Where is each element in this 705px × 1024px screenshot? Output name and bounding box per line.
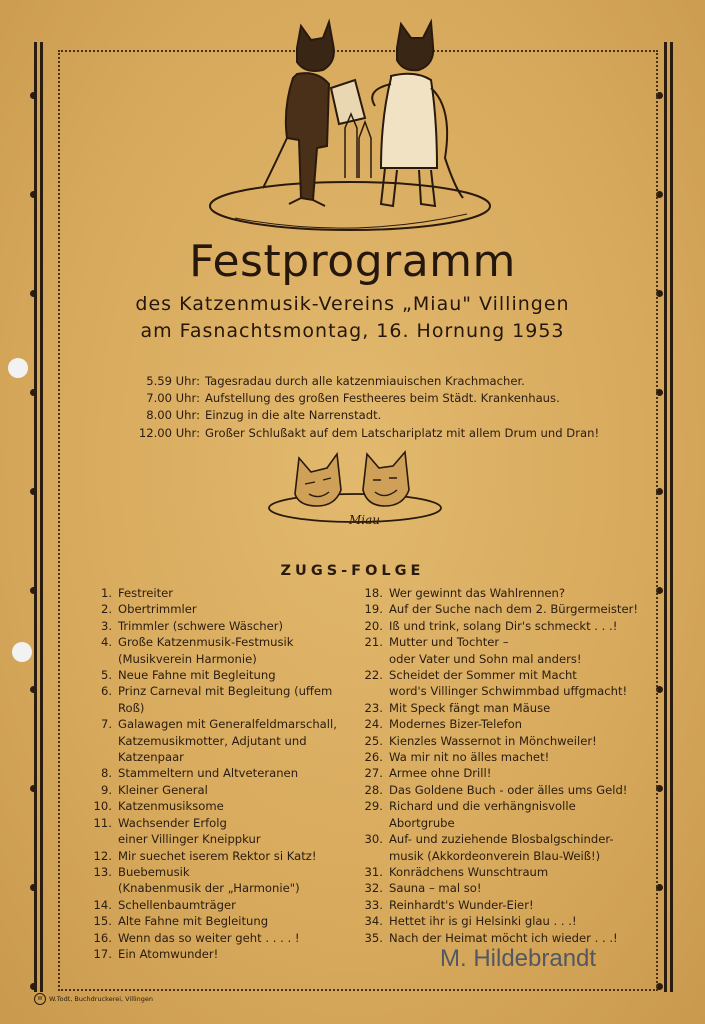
item-text: Alte Fahne mit Begleitung bbox=[118, 914, 269, 929]
item-text: Trimmler (schwere Wäscher) bbox=[118, 618, 284, 633]
list-item bbox=[88, 601, 358, 617]
item-number: 31. bbox=[364, 864, 383, 879]
list-item bbox=[359, 618, 649, 634]
item-text: Mit Speck fängt man Mäuse bbox=[389, 700, 551, 715]
right-border-rail bbox=[660, 42, 674, 992]
item-text: Mutter und Tochter – oder Vater und Sohn mal anders! bbox=[389, 635, 582, 666]
list-item bbox=[359, 634, 649, 667]
schedule-list bbox=[128, 373, 599, 442]
item-text: Kleiner General bbox=[118, 782, 208, 797]
rail-dot bbox=[30, 587, 37, 594]
list-item bbox=[88, 930, 358, 946]
item-number: 15. bbox=[93, 914, 112, 929]
item-number: 27. bbox=[364, 766, 383, 781]
list-item bbox=[88, 848, 358, 864]
item-number: 20. bbox=[364, 618, 383, 633]
item-number: 11. bbox=[93, 815, 112, 830]
watermark: M. Hildebrandt bbox=[440, 945, 597, 972]
list-item bbox=[359, 700, 649, 716]
subtitle-line-2: am Fasnachtsmontag, 16. Hornung 1953 bbox=[140, 320, 565, 342]
item-number: 25. bbox=[364, 733, 383, 748]
item-number: 18. bbox=[364, 586, 383, 600]
item-text: Richard und die verhängnisvolle Abortgrube bbox=[389, 799, 576, 830]
list-item bbox=[88, 782, 358, 798]
item-number: 8. bbox=[100, 766, 112, 781]
rail-line bbox=[40, 42, 43, 992]
two-cats-illustration bbox=[205, 18, 495, 236]
printer-imprint bbox=[34, 993, 153, 1005]
item-number: 23. bbox=[364, 700, 383, 715]
list-item bbox=[359, 667, 649, 700]
item-text: Modernes Bizer-Telefon bbox=[389, 717, 523, 732]
procession-list-left bbox=[88, 585, 358, 962]
schedule-text: Großer Schlußakt auf dem Latschariplatz mit allem Drum und Dran! bbox=[205, 425, 600, 440]
item-text: Wenn das so weiter geht . . . . ! bbox=[118, 930, 300, 945]
schedule-row bbox=[128, 373, 599, 390]
item-number: 33. bbox=[364, 897, 383, 912]
item-text: Mir suechet iserem Rektor si Katz! bbox=[118, 848, 317, 863]
item-text: Sauna – mal so! bbox=[389, 881, 482, 896]
item-text: Nach der Heimat möcht ich wieder . . .! bbox=[389, 930, 618, 945]
list-item bbox=[359, 897, 649, 913]
punch-hole bbox=[12, 642, 32, 662]
list-item bbox=[88, 585, 358, 601]
item-number: 16. bbox=[93, 930, 112, 945]
item-number: 19. bbox=[364, 602, 383, 617]
list-item bbox=[359, 782, 649, 798]
item-number: 35. bbox=[364, 930, 383, 945]
rail-dot bbox=[30, 884, 37, 891]
item-text: Stammeltern und Altveteranen bbox=[118, 766, 299, 781]
left-border-rail bbox=[34, 42, 48, 992]
procession-list-right bbox=[359, 585, 649, 946]
item-text: Reinhardt's Wunder-Eier! bbox=[389, 897, 534, 912]
item-number: 17. bbox=[93, 946, 112, 961]
item-text: Galawagen mit Generalfeldmarschall, Katzemusikmotter, Adjutant und Katzenpaar bbox=[118, 717, 337, 765]
item-text: Schellenbaumträger bbox=[118, 897, 236, 912]
cat-heads-illustration bbox=[265, 450, 445, 530]
list-item bbox=[88, 634, 358, 667]
rail-line bbox=[670, 42, 673, 992]
schedule-text: Tagesradau durch alle katzenmiauischen Krachmacher. bbox=[205, 374, 525, 388]
list-item bbox=[359, 601, 649, 617]
item-number: 32. bbox=[364, 881, 383, 896]
item-number: 29. bbox=[364, 799, 383, 814]
item-text: Hettet ihr is gi Helsinki glau . . .! bbox=[389, 914, 577, 929]
list-item bbox=[88, 683, 358, 716]
schedule-text: Aufstellung des großen Festheeres beim Städt. Krankenhaus. bbox=[205, 391, 560, 406]
list-item bbox=[359, 864, 649, 880]
rail-line bbox=[34, 42, 37, 992]
list-item bbox=[88, 618, 358, 634]
item-number: 28. bbox=[364, 782, 383, 797]
item-number: 1. bbox=[100, 586, 112, 600]
rail-dot bbox=[30, 92, 37, 99]
item-number: 12. bbox=[93, 848, 112, 863]
list-item bbox=[88, 864, 358, 897]
rail-dot bbox=[30, 686, 37, 693]
item-number: 34. bbox=[364, 914, 383, 929]
item-number: 21. bbox=[364, 635, 383, 650]
item-number: 30. bbox=[364, 832, 383, 847]
list-item bbox=[359, 913, 649, 929]
list-item bbox=[88, 798, 358, 814]
item-number: 24. bbox=[364, 717, 383, 732]
list-item bbox=[359, 585, 649, 601]
list-item bbox=[359, 930, 649, 946]
item-number: 10. bbox=[93, 799, 112, 814]
schedule-time: 7.00 Uhr: bbox=[146, 391, 200, 406]
item-text: Neue Fahne mit Begleitung bbox=[118, 668, 276, 683]
item-text: Buebemusik (Knabenmusik der „Harmonie") bbox=[118, 864, 300, 896]
printer-name: W.Todt, Buchdruckerei, Villingen bbox=[49, 995, 154, 1003]
item-text: Konrädchens Wunschtraum bbox=[389, 864, 549, 879]
item-text: Das Goldene Buch - oder älles ums Geld! bbox=[389, 782, 628, 797]
rail-dot bbox=[30, 983, 37, 990]
schedule-time: 8.00 Uhr: bbox=[146, 408, 200, 423]
list-item bbox=[88, 716, 358, 765]
item-number: 4. bbox=[100, 635, 112, 650]
rail-line bbox=[664, 42, 667, 992]
rail-dot bbox=[30, 191, 37, 198]
schedule-time: 5.59 Uhr: bbox=[146, 374, 200, 388]
punch-hole bbox=[8, 358, 28, 378]
list-item bbox=[359, 798, 649, 831]
schedule-text: Einzug in die alte Narrenstadt. bbox=[205, 408, 382, 423]
schedule-time: 12.00 Uhr: bbox=[138, 425, 200, 440]
item-number: 22. bbox=[364, 668, 383, 683]
item-number: 26. bbox=[364, 750, 383, 765]
list-item bbox=[88, 897, 358, 913]
schedule-row bbox=[128, 425, 599, 442]
list-item bbox=[88, 913, 358, 929]
schedule-row bbox=[128, 390, 599, 407]
page-title: Festprogramm bbox=[189, 236, 516, 287]
item-number: 6. bbox=[100, 684, 112, 699]
item-number: 13. bbox=[93, 864, 112, 879]
list-item bbox=[359, 765, 649, 781]
item-number: 3. bbox=[100, 618, 112, 633]
section-title: ZUGS-FOLGE bbox=[280, 563, 425, 579]
miau-signature: Miau bbox=[349, 513, 381, 527]
item-text: Prinz Carneval mit Begleitung (uffem Roß) bbox=[118, 684, 333, 715]
printer-logo-icon: W bbox=[34, 993, 46, 1005]
item-text: Iß und trink, solang Dir's schmeckt . . .! bbox=[389, 618, 618, 633]
item-text: Auf- und zuziehende Blosbalgschinder- musik (Akkordeonverein Blau-Weiß!) bbox=[389, 832, 614, 863]
rail-dot bbox=[30, 389, 37, 396]
item-text: Ein Atomwunder! bbox=[118, 946, 219, 961]
list-item bbox=[359, 880, 649, 896]
item-text: Große Katzenmusik-Festmusik (Musikverein Harmonie) bbox=[118, 635, 294, 666]
list-item bbox=[88, 765, 358, 781]
list-item bbox=[88, 667, 358, 683]
item-text: Wa mir nit no älles machet! bbox=[389, 750, 550, 765]
rail-dot bbox=[30, 785, 37, 792]
subtitle-line-1: des Katzenmusik-Vereins „Miau" Villingen bbox=[135, 293, 570, 315]
schedule-row bbox=[128, 407, 599, 424]
item-number: 9. bbox=[100, 782, 112, 797]
list-item bbox=[359, 749, 649, 765]
item-number: 2. bbox=[100, 602, 112, 617]
list-item bbox=[88, 946, 358, 962]
rail-dot bbox=[30, 488, 37, 495]
item-number: 5. bbox=[100, 668, 112, 683]
item-text: Scheidet der Sommer mit Macht word's Villinger Schwimmbad uffgmacht! bbox=[389, 668, 628, 699]
item-number: 14. bbox=[93, 897, 112, 912]
list-item bbox=[359, 716, 649, 732]
item-number: 7. bbox=[100, 717, 112, 732]
list-item bbox=[88, 815, 358, 848]
list-item bbox=[359, 831, 649, 864]
item-text: Obertrimmler bbox=[118, 602, 197, 617]
list-item bbox=[359, 733, 649, 749]
item-text: Katzenmusiksome bbox=[118, 799, 224, 814]
item-text: Armee ohne Drill! bbox=[389, 766, 492, 781]
item-text: Festreiter bbox=[118, 586, 174, 600]
item-text: Auf der Suche nach dem 2. Bürgermeister! bbox=[389, 602, 639, 617]
item-text: Kienzles Wassernot in Mönchweiler! bbox=[389, 733, 597, 748]
item-text: Wachsender Erfolg einer Villinger Kneippkur bbox=[118, 815, 261, 847]
item-text: Wer gewinnt das Wahlrennen? bbox=[389, 586, 566, 600]
